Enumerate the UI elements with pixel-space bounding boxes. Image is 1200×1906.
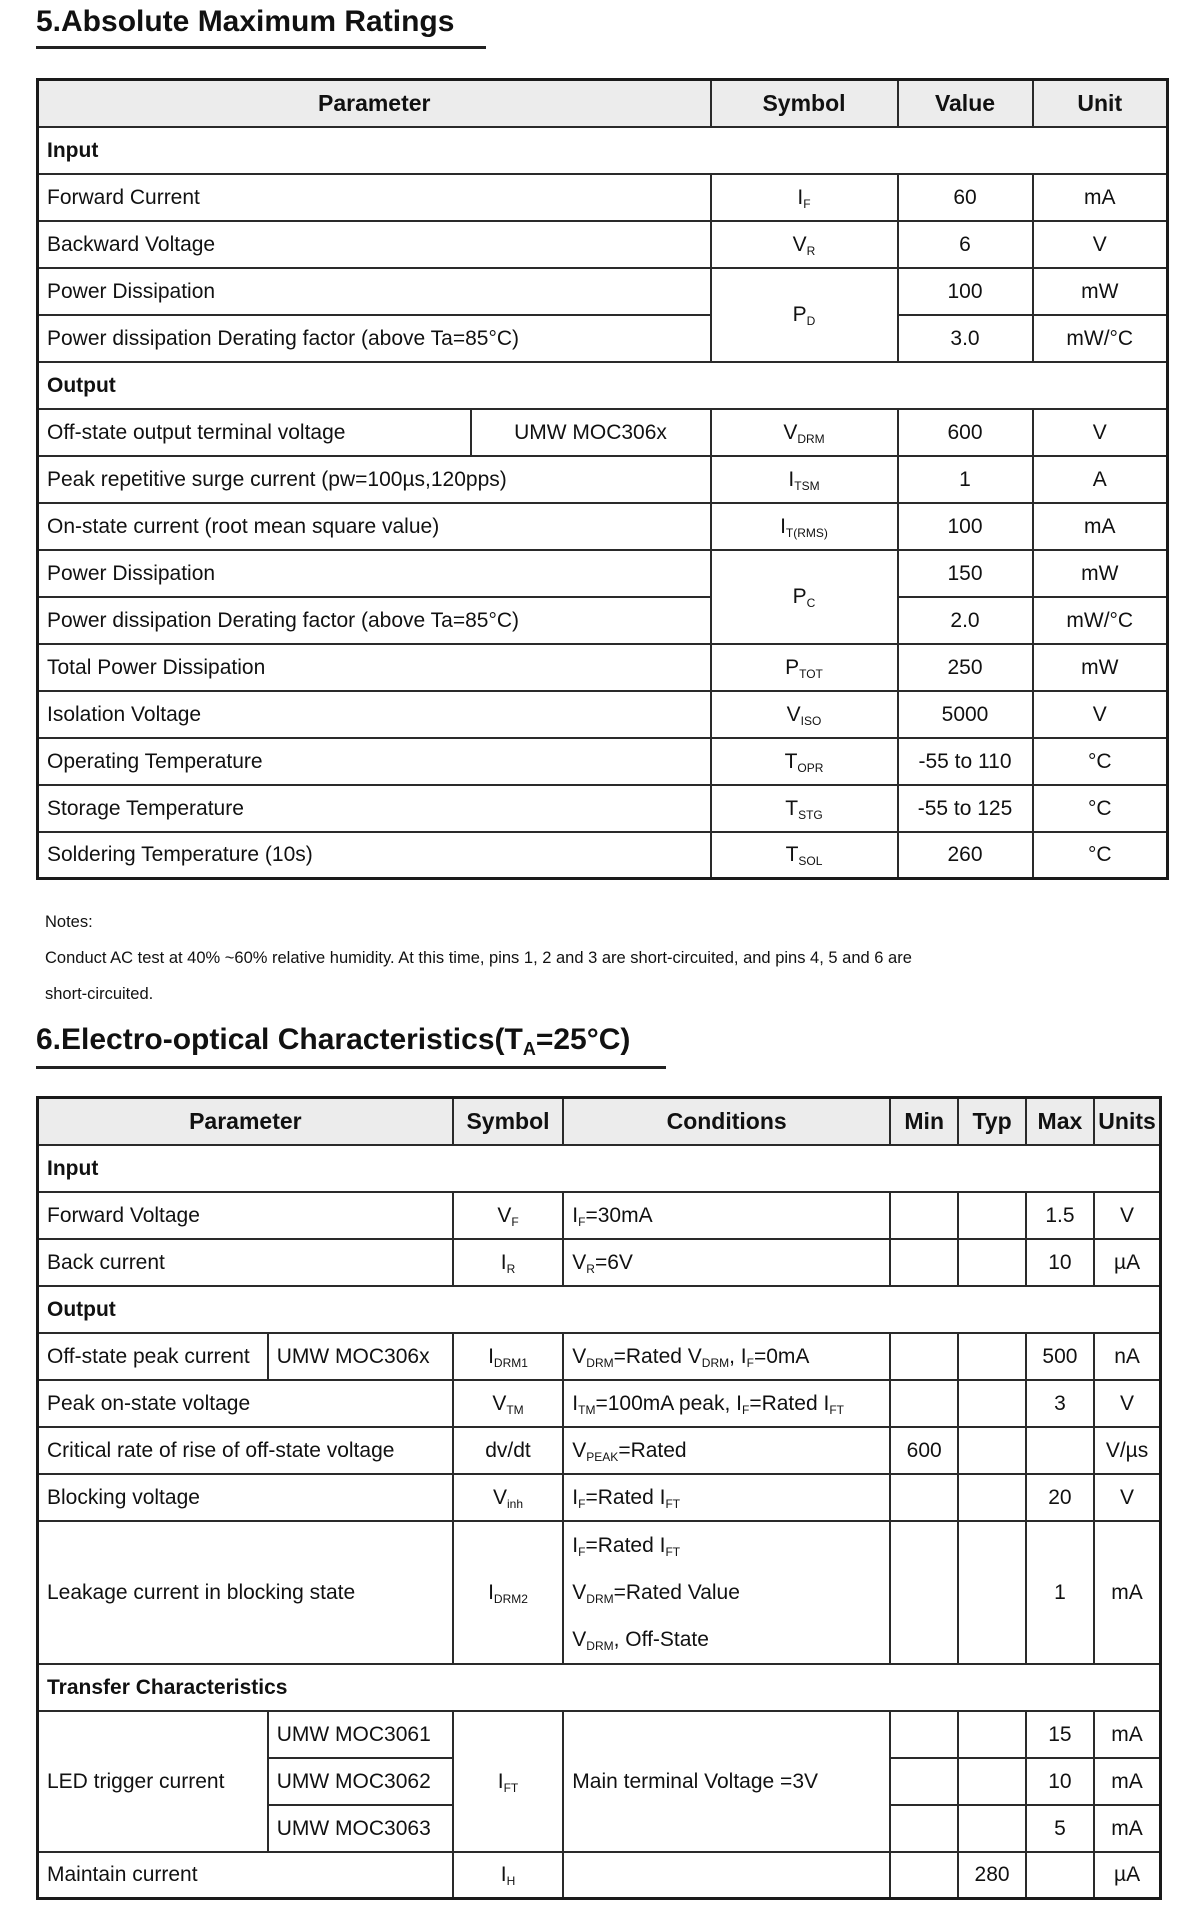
param-cell: Soldering Temperature (10s) [38, 832, 711, 879]
symbol-cell: $V_{TM}$ [453, 1380, 564, 1427]
model-cell: UMW MOC306x [471, 409, 711, 456]
value-cell: -55 to 110 [898, 738, 1033, 785]
group-label-input: Input [38, 1145, 1161, 1192]
unit-cell: °C [1033, 832, 1168, 879]
col-header-min: Min [890, 1098, 958, 1145]
symbol-cell: $I_F$ [711, 174, 898, 221]
typ-cell [958, 1427, 1025, 1474]
symbol-cell: $V_{ISO}$ [711, 691, 898, 738]
unit-cell: mA [1033, 503, 1168, 550]
unit-cell: µA [1094, 1239, 1160, 1286]
notes-line: short-circuited. [45, 985, 154, 1003]
symbol-cell: $I_{T(RMS)}$ [711, 503, 898, 550]
unit-cell: A [1033, 456, 1168, 503]
param-cell: LED trigger current [38, 1711, 268, 1852]
col-header-symbol: Symbol [711, 80, 898, 127]
typ-cell [958, 1805, 1025, 1852]
min-cell [890, 1805, 958, 1852]
model-cell: UMW MOC306x [268, 1333, 453, 1380]
unit-cell: mA [1094, 1758, 1160, 1805]
param-cell: Leakage current in blocking state [38, 1521, 453, 1664]
max-cell: 10 [1026, 1239, 1094, 1286]
typ-cell [958, 1758, 1025, 1805]
table-row [38, 174, 1168, 221]
model-cell: UMW MOC3061 [268, 1711, 453, 1758]
max-cell [1026, 1852, 1094, 1899]
condition-cell: $I_{TM}=100mA$ peak, $I_F=Rated$ $I_{FT}$ [563, 1380, 890, 1427]
table-row [38, 1380, 1161, 1427]
param-cell: Backward Voltage [38, 221, 711, 268]
param-cell: Maintain current [38, 1852, 453, 1899]
unit-cell: °C [1033, 738, 1168, 785]
section-6-title: 6.Electro-optical $Characteristics(T_A=25^\circ C)$ [36, 1023, 631, 1059]
param-cell: Power dissipation Derating factor (above Ta=85°C) [38, 597, 711, 644]
unit-cell: mA [1033, 174, 1168, 221]
col-header-parameter: Parameter [38, 80, 711, 127]
table-row [38, 1711, 1161, 1758]
value-cell: 600 [898, 409, 1033, 456]
unit-cell: mA [1094, 1711, 1160, 1758]
table-row [38, 268, 1168, 315]
table-row [38, 644, 1168, 691]
param-cell: Power Dissipation [38, 550, 711, 597]
absolute-max-ratings-table [36, 78, 1169, 880]
typ-cell [958, 1239, 1025, 1286]
symbol-cell: dv/dt [453, 1427, 564, 1474]
symbol-cell: $T_{OPR}$ [711, 738, 898, 785]
col-header-parameter: Parameter [38, 1098, 453, 1145]
min-cell [890, 1333, 958, 1380]
param-cell: Operating Temperature [38, 738, 711, 785]
col-header-symbol: Symbol [453, 1098, 564, 1145]
unit-cell: V [1094, 1192, 1160, 1239]
param-cell: Critical rate of rise of off-state voltage [38, 1427, 453, 1474]
notes-block [45, 904, 912, 1012]
symbol-cell: $T_{STG}$ [711, 785, 898, 832]
value-cell: 250 [898, 644, 1033, 691]
section-5-underline [36, 46, 486, 49]
condition-line: $V_{DRM}=Rated$ Value [572, 1580, 740, 1606]
group-label-transfer: Transfer Characteristics [38, 1664, 1161, 1711]
table-row [38, 456, 1168, 503]
group-label-input: Input [38, 127, 1168, 174]
param-cell: Power Dissipation [38, 268, 711, 315]
min-cell [890, 1192, 958, 1239]
param-cell: On-state current (root mean square value) [38, 503, 711, 550]
unit-cell: V [1094, 1474, 1160, 1521]
value-cell: 100 [898, 503, 1033, 550]
min-cell [890, 1474, 958, 1521]
group-row-transfer [38, 1664, 1161, 1711]
unit-cell: mW/°C [1033, 315, 1168, 362]
max-cell: 1.5 [1026, 1192, 1094, 1239]
electro-optical-table [36, 1096, 1162, 1900]
condition-cell: $V_{PEAK}=Rated$ [563, 1427, 890, 1474]
value-cell: -55 to 125 [898, 785, 1033, 832]
group-label-output: Output [38, 362, 1168, 409]
param-cell: Peak repetitive surge current (pw=100µs,120pps) [38, 456, 711, 503]
param-cell: Off-state output terminal voltage [38, 409, 471, 456]
value-cell: 1 [898, 456, 1033, 503]
table-header-row [38, 80, 1168, 127]
table-row [38, 503, 1168, 550]
param-cell: Blocking voltage [38, 1474, 453, 1521]
typ-cell [958, 1192, 1025, 1239]
table-row [38, 691, 1168, 738]
condition-line: $V_{DRM}$, Off-State [572, 1627, 709, 1653]
max-cell: 10 [1026, 1758, 1094, 1805]
param-cell: Off-state peak current [38, 1333, 268, 1380]
model-cell: UMW MOC3063 [268, 1805, 453, 1852]
max-cell: 1 [1026, 1521, 1094, 1664]
value-cell: 260 [898, 832, 1033, 879]
unit-cell: V [1033, 221, 1168, 268]
param-cell: Power dissipation Derating factor (above Ta=85°C) [38, 315, 711, 362]
value-cell: 2.0 [898, 597, 1033, 644]
value-cell: 6 [898, 221, 1033, 268]
table-row [38, 315, 1168, 362]
min-cell [890, 1239, 958, 1286]
min-cell: 600 [890, 1427, 958, 1474]
symbol-cell: $V_{DRM}$ [711, 409, 898, 456]
section-5-title: 5.Absolute Maximum Ratings [36, 5, 455, 38]
min-cell [890, 1711, 958, 1758]
condition-cell: $I_F=30mA$ [563, 1192, 890, 1239]
group-row-output [38, 1286, 1161, 1333]
table-row [38, 1333, 1161, 1380]
symbol-cell: $V_{inh}$ [453, 1474, 564, 1521]
condition-cell: Main terminal Voltage =3V [563, 1711, 890, 1852]
condition-cell: $I_F=Rated$ $I_{FT}$ [563, 1474, 890, 1521]
condition-cell [563, 1852, 890, 1899]
symbol-cell: $P_{TOT}$ [711, 644, 898, 691]
symbol-cell: $I_{TSM}$ [711, 456, 898, 503]
table-row [38, 597, 1168, 644]
param-cell: Peak on-state voltage [38, 1380, 453, 1427]
notes-heading: Notes: [45, 913, 93, 931]
max-cell: 3 [1026, 1380, 1094, 1427]
table-row [38, 409, 1168, 456]
table-row [38, 1427, 1161, 1474]
max-cell: 15 [1026, 1711, 1094, 1758]
unit-cell: V [1033, 409, 1168, 456]
value-cell: 5000 [898, 691, 1033, 738]
table-row [38, 550, 1168, 597]
table-row [38, 1521, 1161, 1664]
min-cell [890, 1380, 958, 1427]
condition-line: $I_F=Rated$ $I_{FT}$ [572, 1533, 681, 1559]
table-row [38, 1192, 1161, 1239]
value-cell: 150 [898, 550, 1033, 597]
typ-cell [958, 1333, 1025, 1380]
table-row [38, 1239, 1161, 1286]
notes-line: Conduct AC test at 40% ~60% relative humidity. At this time, pins 1, 2 and 3 are short-circuited, and pins 4, 5 and 6 are [45, 949, 912, 967]
param-cell: Isolation Voltage [38, 691, 711, 738]
typ-cell [958, 1521, 1025, 1664]
condition-cell [563, 1521, 890, 1664]
table-row [38, 221, 1168, 268]
condition-cell: $V_{DRM}=Rated$ $V_{DRM}$, $I_F=0mA$ [563, 1333, 890, 1380]
max-cell: 20 [1026, 1474, 1094, 1521]
unit-cell: nA [1094, 1333, 1160, 1380]
unit-cell: µA [1094, 1852, 1160, 1899]
symbol-cell: $T_{SOL}$ [711, 832, 898, 879]
symbol-cell: $I_{FT}$ [453, 1711, 564, 1852]
section-6-underline [36, 1066, 666, 1069]
symbol-cell: $I_H$ [453, 1852, 564, 1899]
table-header-row [38, 1098, 1161, 1145]
group-label-output: Output [38, 1286, 1161, 1333]
min-cell [890, 1521, 958, 1664]
symbol-cell: $V_R$ [711, 221, 898, 268]
unit-cell: V [1033, 691, 1168, 738]
unit-cell: mW [1033, 268, 1168, 315]
symbol-cell: $I_{DRM1}$ [453, 1333, 564, 1380]
unit-cell: mA [1094, 1521, 1160, 1664]
typ-cell: 280 [958, 1852, 1025, 1899]
param-cell: Storage Temperature [38, 785, 711, 832]
col-header-unit: Unit [1033, 80, 1168, 127]
min-cell [890, 1852, 958, 1899]
unit-cell: mW/°C [1033, 597, 1168, 644]
param-cell: Forward Voltage [38, 1192, 453, 1239]
group-row-input [38, 127, 1168, 174]
table-row [38, 785, 1168, 832]
col-header-value: Value [898, 80, 1033, 127]
typ-cell [958, 1474, 1025, 1521]
col-header-max: Max [1026, 1098, 1094, 1145]
param-cell: Forward Current [38, 174, 711, 221]
unit-cell: °C [1033, 785, 1168, 832]
unit-cell: mA [1094, 1805, 1160, 1852]
symbol-cell: $I_{DRM2}$ [453, 1521, 564, 1664]
group-row-input [38, 1145, 1161, 1192]
table-row [38, 738, 1168, 785]
unit-cell: mW [1033, 644, 1168, 691]
col-header-conditions: Conditions [563, 1098, 890, 1145]
unit-cell: V/µs [1094, 1427, 1160, 1474]
unit-cell: mW [1033, 550, 1168, 597]
model-cell: UMW MOC3062 [268, 1758, 453, 1805]
typ-cell [958, 1380, 1025, 1427]
value-cell: 60 [898, 174, 1033, 221]
param-cell: Total Power Dissipation [38, 644, 711, 691]
value-cell: 100 [898, 268, 1033, 315]
symbol-cell: $I_R$ [453, 1239, 564, 1286]
max-cell [1026, 1427, 1094, 1474]
group-row-output [38, 362, 1168, 409]
col-header-typ: Typ [958, 1098, 1025, 1145]
table-row [38, 1474, 1161, 1521]
typ-cell [958, 1711, 1025, 1758]
table-row [38, 832, 1168, 879]
value-cell: 3.0 [898, 315, 1033, 362]
param-cell: Back current [38, 1239, 453, 1286]
max-cell: 500 [1026, 1333, 1094, 1380]
symbol-cell: $P_C$ [711, 550, 898, 644]
table-row [38, 1852, 1161, 1899]
unit-cell: V [1094, 1380, 1160, 1427]
symbol-cell: $P_D$ [711, 268, 898, 362]
max-cell: 5 [1026, 1805, 1094, 1852]
min-cell [890, 1758, 958, 1805]
symbol-cell: $V_F$ [453, 1192, 564, 1239]
col-header-units: Units [1094, 1098, 1160, 1145]
condition-cell: $V_R=6V$ [563, 1239, 890, 1286]
